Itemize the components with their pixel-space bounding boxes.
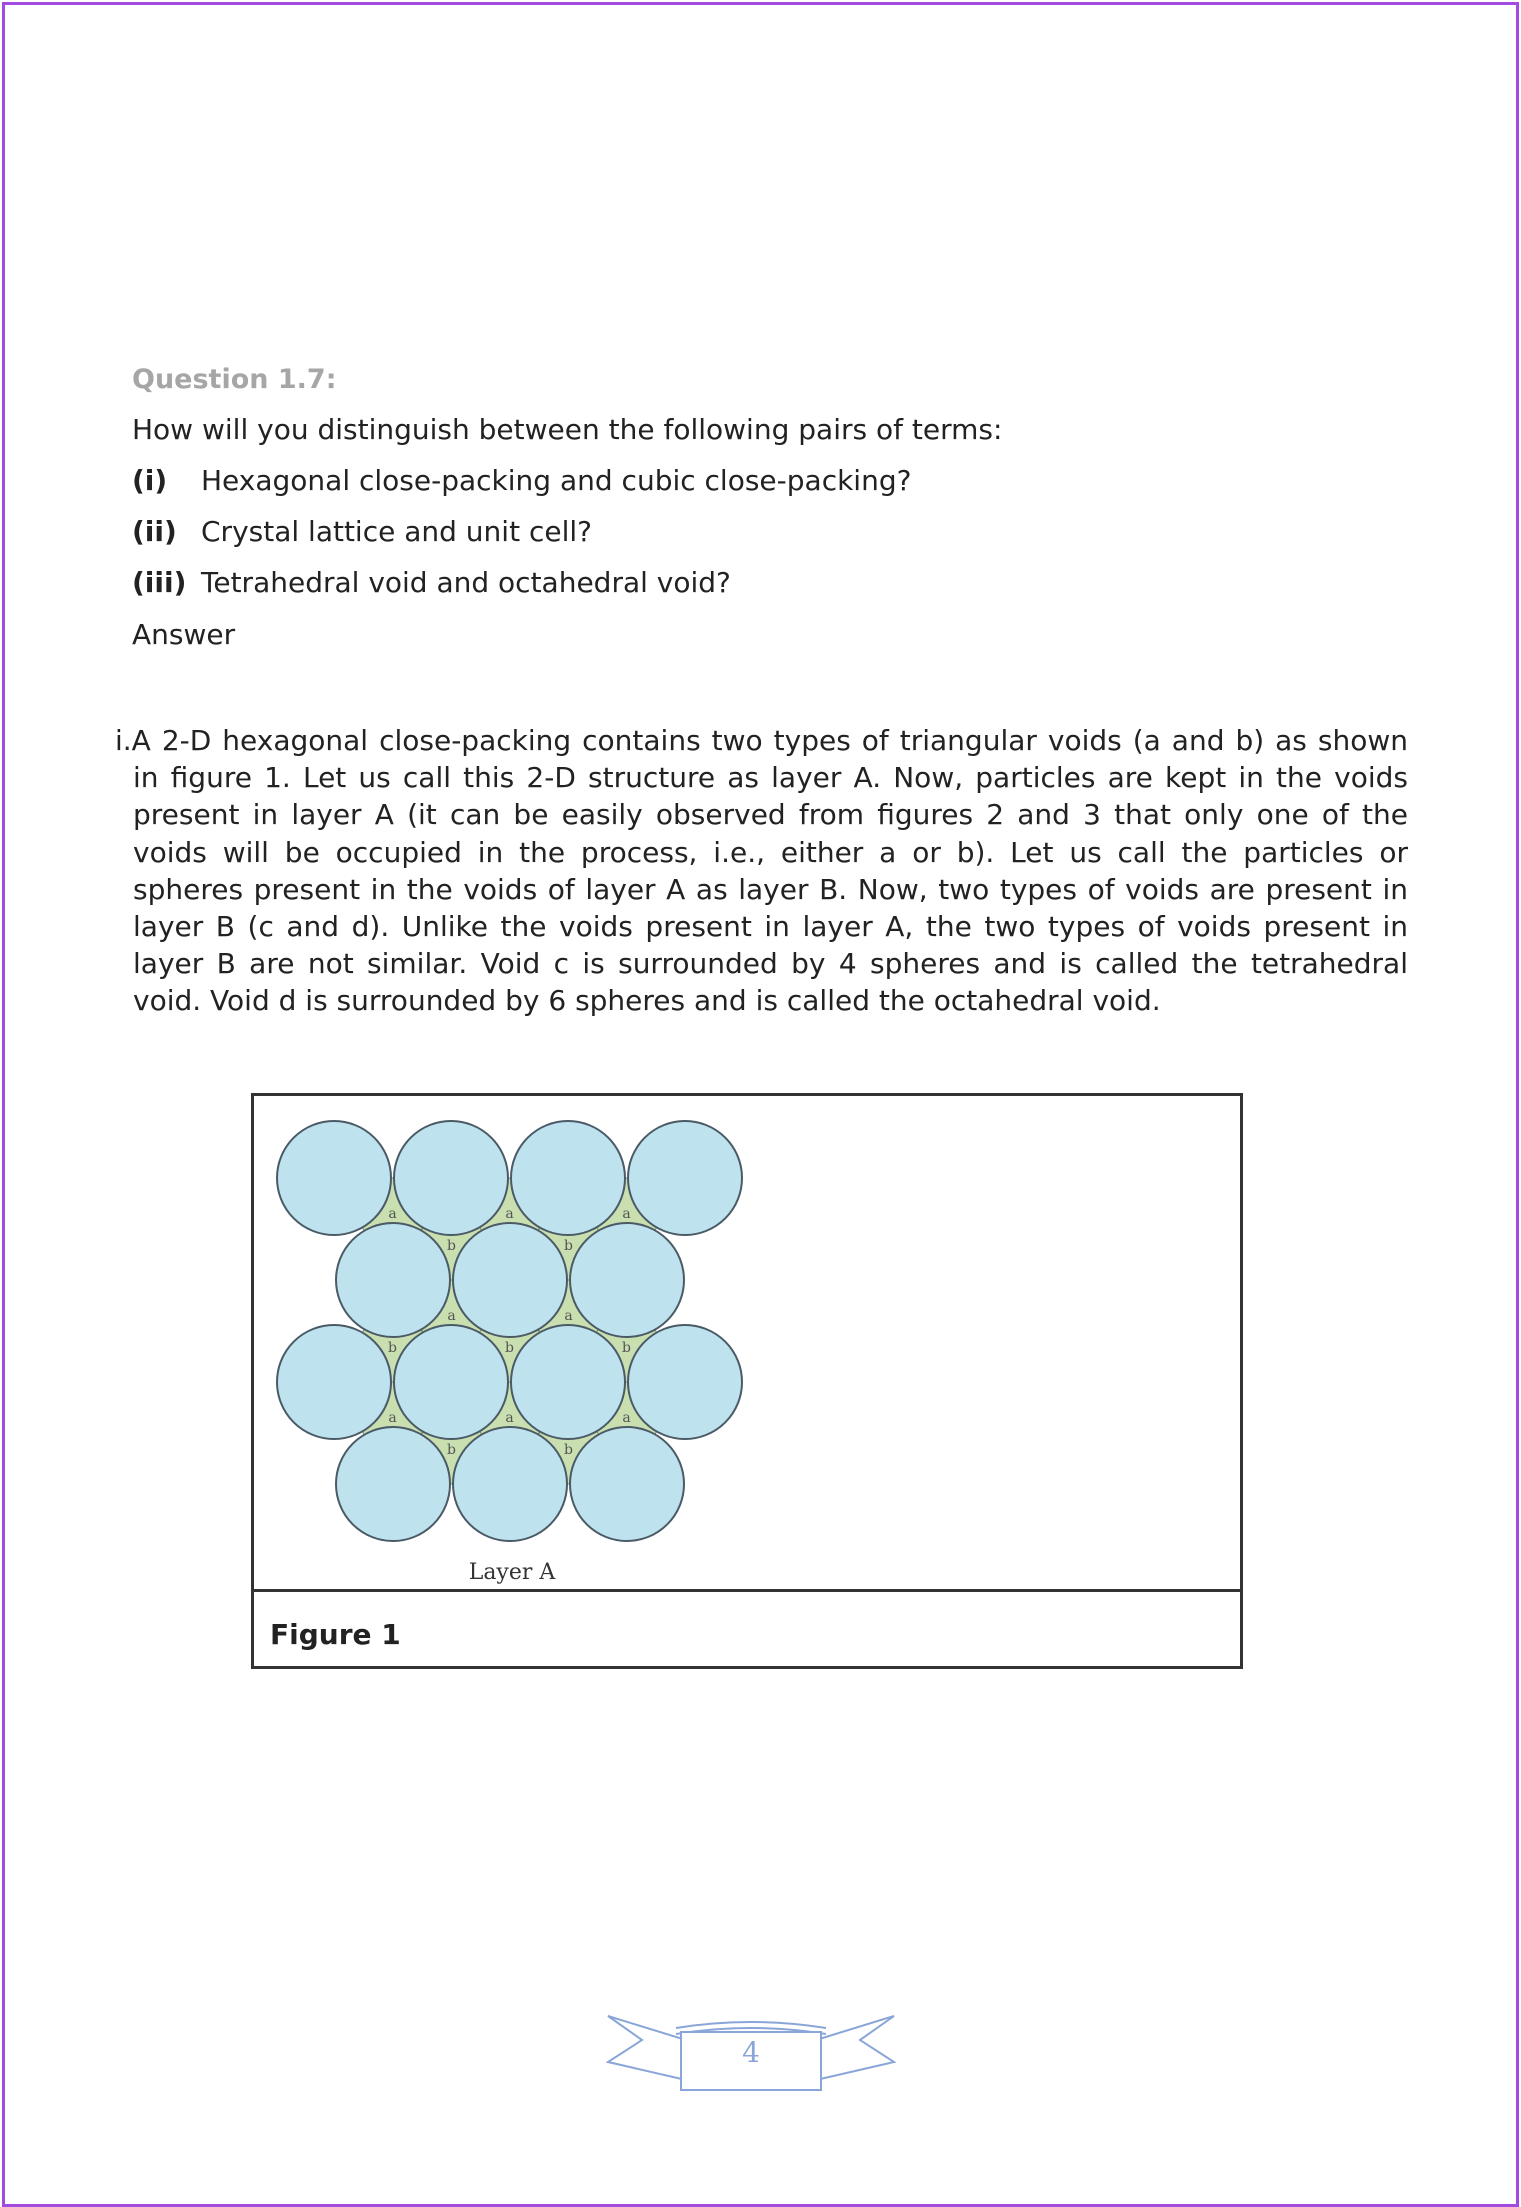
layer-a-diagram xyxy=(254,1096,1240,1589)
void-label: b xyxy=(564,1238,573,1254)
answer-label: Answer xyxy=(132,618,236,651)
void-label: a xyxy=(622,1410,631,1426)
item-label: (ii) xyxy=(132,515,177,548)
sphere xyxy=(394,1121,508,1235)
void-label: b xyxy=(622,1340,631,1356)
void-label: b xyxy=(447,1238,456,1254)
item-text: Crystal lattice and unit cell? xyxy=(201,515,593,548)
question-item-2 xyxy=(132,515,592,548)
layer-label: Layer A xyxy=(468,1560,556,1585)
void-label: b xyxy=(447,1442,456,1458)
sphere xyxy=(628,1325,742,1439)
void-label: a xyxy=(505,1206,514,1222)
sphere xyxy=(628,1121,742,1235)
sphere xyxy=(394,1325,508,1439)
sphere xyxy=(277,1121,391,1235)
void-label: a xyxy=(505,1410,514,1426)
sphere xyxy=(511,1121,625,1235)
question-prompt: How will you distinguish between the following pairs of terms: xyxy=(132,413,1003,446)
figure-caption: Figure 1 xyxy=(270,1618,401,1651)
item-label: (i) xyxy=(132,464,168,497)
void-label: a xyxy=(564,1308,573,1324)
sphere xyxy=(453,1427,567,1541)
sphere xyxy=(570,1223,684,1337)
void-label: b xyxy=(388,1340,397,1356)
page-number-ornament xyxy=(606,2010,896,2095)
sphere xyxy=(453,1223,567,1337)
page-number: 4 xyxy=(742,2036,760,2069)
sphere xyxy=(511,1325,625,1439)
question-item-3 xyxy=(132,566,731,599)
item-text: Tetrahedral void and octahedral void? xyxy=(201,566,731,599)
void-label: a xyxy=(447,1308,456,1324)
sphere xyxy=(277,1325,391,1439)
item-text: Hexagonal close-packing and cubic close-packing? xyxy=(201,464,912,497)
void-label: a xyxy=(388,1410,397,1426)
answer-paragraph: i.A 2-D hexagonal close-packing contains two types of triangular voids (a and b) as shown in figure 1. Let us call this 2-D structure as layer A. Now, particles are kept in the voids present in layer A (it can be easily observed from figures 2 and 3 that only one of the voids will be occupied in the process, i.e., either a or b). Let us call the particles or spheres present in the voids of layer A as layer B. Now, two types of voids are present in layer B (c and d). Unlike the voids present in layer A, the two types of voids present in layer B are not similar. Void c is surrounded by 4 spheres and is called the tetrahedral void. Void d is surrounded by 6 spheres and is called the octahedral void. xyxy=(115,724,1408,1018)
sphere xyxy=(570,1427,684,1541)
figure-divider xyxy=(254,1589,1240,1592)
figure-1 xyxy=(251,1093,1243,1669)
sphere xyxy=(336,1427,450,1541)
sphere xyxy=(336,1223,450,1337)
question-title: Question 1.7: xyxy=(132,364,337,395)
question-item-1 xyxy=(132,464,911,497)
void-label: b xyxy=(505,1340,514,1356)
void-label: b xyxy=(564,1442,573,1458)
void-label: a xyxy=(388,1206,397,1222)
item-label: (iii) xyxy=(132,566,187,599)
void-label: a xyxy=(622,1206,631,1222)
